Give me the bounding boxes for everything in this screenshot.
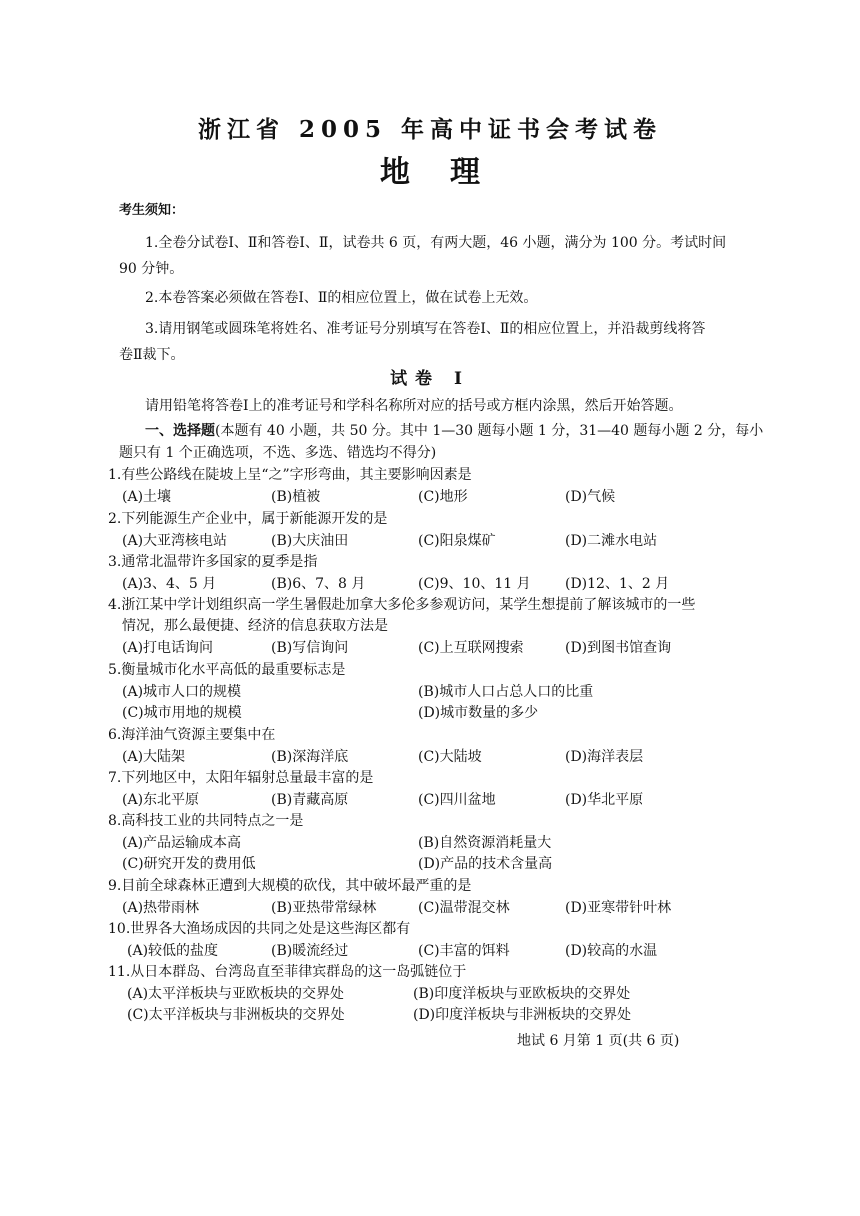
question-8-option-d: (D)产品的技术含量高 [418, 856, 553, 872]
section-instruction: 请用铅笔将答卷Ⅰ上的准考证号和学科名称所对应的括号或方框内涂黑，然后开始答题。 [145, 398, 683, 414]
question-2-option-c: (C)阳泉煤矿 [418, 533, 496, 549]
notice-line-3-cont: 卷Ⅱ裁下。 [119, 347, 185, 363]
question-7-option-a: (A)东北平原 [122, 792, 200, 808]
question-10-option-c: (C)丰富的饵料 [418, 943, 510, 959]
notice-line-3: 3.请用钢笔或圆珠笔将姓名、准考证号分别填写在答卷Ⅰ、Ⅱ的相应位置上，并沿裁剪线将答 [145, 321, 706, 337]
question-10-option-d: (D)较高的水温 [565, 943, 658, 959]
question-11-option-b: (B)印度洋板块与亚欧板块的交界处 [413, 986, 631, 1002]
question-5-option-a: (A)城市人口的规模 [122, 684, 242, 700]
question-3-option-b: (B)6、7、8 月 [271, 576, 366, 592]
question-2-option-d: (D)二滩水电站 [565, 533, 658, 549]
part-label: 一、选择题 [145, 423, 215, 439]
question-2-stem: 2.下列能源生产企业中，属于新能源开发的是 [108, 511, 388, 527]
question-3-stem: 3.通常北温带许多国家的夏季是指 [108, 554, 318, 570]
part-description-cont: 题只有 1 个正确选项，不选、多选、错选均不得分) [119, 445, 437, 461]
part-description: (本题有 40 小题，共 50 分。其中 1—30 题每小题 1 分，31—40 题每小题 2 分，每小 [215, 423, 764, 439]
question-9-option-c: (C)温带混交林 [418, 900, 510, 916]
question-7-option-c: (C)四川盆地 [418, 792, 496, 808]
question-10-option-a: (A)较低的盐度 [127, 943, 219, 959]
question-9-option-d: (D)亚寒带针叶林 [565, 900, 672, 916]
question-6-option-c: (C)大陆坡 [418, 749, 482, 765]
question-3-option-c: (C)9、10、11 月 [418, 576, 531, 592]
question-1-option-d: (D)气候 [565, 489, 616, 505]
question-9-stem: 9.目前全球森林正遭到大规模的砍伐，其中破坏最严重的是 [108, 878, 472, 894]
question-7-option-b: (B)青藏高原 [271, 792, 349, 808]
question-5-option-d: (D)城市数量的多少 [418, 705, 539, 721]
question-6-stem: 6.海洋油气资源主要集中在 [108, 727, 276, 743]
question-5-stem: 5.衡量城市化水平高低的最重要标志是 [108, 662, 346, 678]
notice-line-1-cont: 90 分钟。 [119, 261, 184, 277]
question-6-option-b: (B)深海洋底 [271, 749, 349, 765]
question-6-option-a: (A)大陆架 [122, 749, 186, 765]
question-7-option-d: (D)华北平原 [565, 792, 644, 808]
question-6-option-d: (D)海洋表层 [565, 749, 644, 765]
question-5-option-b: (B)城市人口占总人口的比重 [418, 684, 594, 700]
question-8-stem: 8.高科技工业的共同特点之一是 [108, 813, 304, 829]
page-footer: 地试 6 月第 1 页(共 6 页) [517, 1033, 680, 1049]
question-1-option-b: (B)植被 [271, 489, 321, 505]
question-8-option-a: (A)产品运输成本高 [122, 835, 242, 851]
question-1-option-c: (C)地形 [418, 489, 468, 505]
notice-heading: 考生须知： [119, 203, 185, 218]
question-11-option-c: (C)太平洋板块与非洲板块的交界处 [127, 1007, 345, 1023]
question-4-stem-cont: 情况，那么最便捷、经济的信息获取方法是 [122, 618, 388, 634]
question-4-stem: 4.浙江某中学计划组织高一学生暑假赴加拿大多伦多参观访问，某学生想提前了解该城市的一些 [108, 597, 696, 613]
question-4-option-c: (C)上互联网搜索 [418, 640, 524, 656]
question-4-option-b: (B)写信询问 [271, 640, 349, 656]
subject-title: 地理 [380, 155, 520, 190]
question-1-option-a: (A)土壤 [122, 489, 172, 505]
question-10-option-b: (B)暖流经过 [271, 943, 349, 959]
question-8-option-b: (B)自然资源消耗量大 [418, 835, 552, 851]
question-11-option-a: (A)太平洋板块与亚欧板块的交界处 [127, 986, 345, 1002]
question-3-option-a: (A)3、4、5 月 [122, 576, 217, 592]
question-11-stem: 11.从日本群岛、台湾岛直至菲律宾群岛的这一岛弧链位于 [108, 964, 467, 980]
notice-line-1: 1.全卷分试卷Ⅰ、Ⅱ和答卷Ⅰ、Ⅱ，试卷共 6 页，有两大题，46 小题，满分为 100 分。考试时间 [145, 235, 727, 251]
exam-title: 浙江省 2005 年高中证书会考试卷 [197, 116, 663, 143]
section-title: 试卷 Ⅰ [390, 369, 470, 389]
notice-line-2: 2.本卷答案必须做在答卷Ⅰ、Ⅱ的相应位置上，做在试卷上无效。 [145, 290, 538, 306]
question-11-option-d: (D)印度洋板块与非洲板块的交界处 [413, 1007, 632, 1023]
question-2-option-a: (A)大亚湾核电站 [122, 533, 228, 549]
question-4-option-d: (D)到图书馆查询 [565, 640, 672, 656]
question-7-stem: 7.下列地区中，太阳年辐射总量最丰富的是 [108, 770, 374, 786]
question-8-option-c: (C)研究开发的费用低 [122, 856, 256, 872]
question-9-option-a: (A)热带雨林 [122, 900, 200, 916]
question-5-option-c: (C)城市用地的规模 [122, 705, 242, 721]
question-4-option-a: (A)打电话询问 [122, 640, 214, 656]
question-2-option-b: (B)大庆油田 [271, 533, 349, 549]
part-heading [145, 424, 763, 438]
question-9-option-b: (B)亚热带常绿林 [271, 900, 377, 916]
question-1-stem: 1.有些公路线在陡坡上呈“之”字形弯曲，其主要影响因素是 [108, 467, 472, 483]
question-3-option-d: (D)12、1、2 月 [565, 576, 670, 592]
question-10-stem: 10.世界各大渔场成因的共同之处是这些海区都有 [108, 921, 411, 937]
